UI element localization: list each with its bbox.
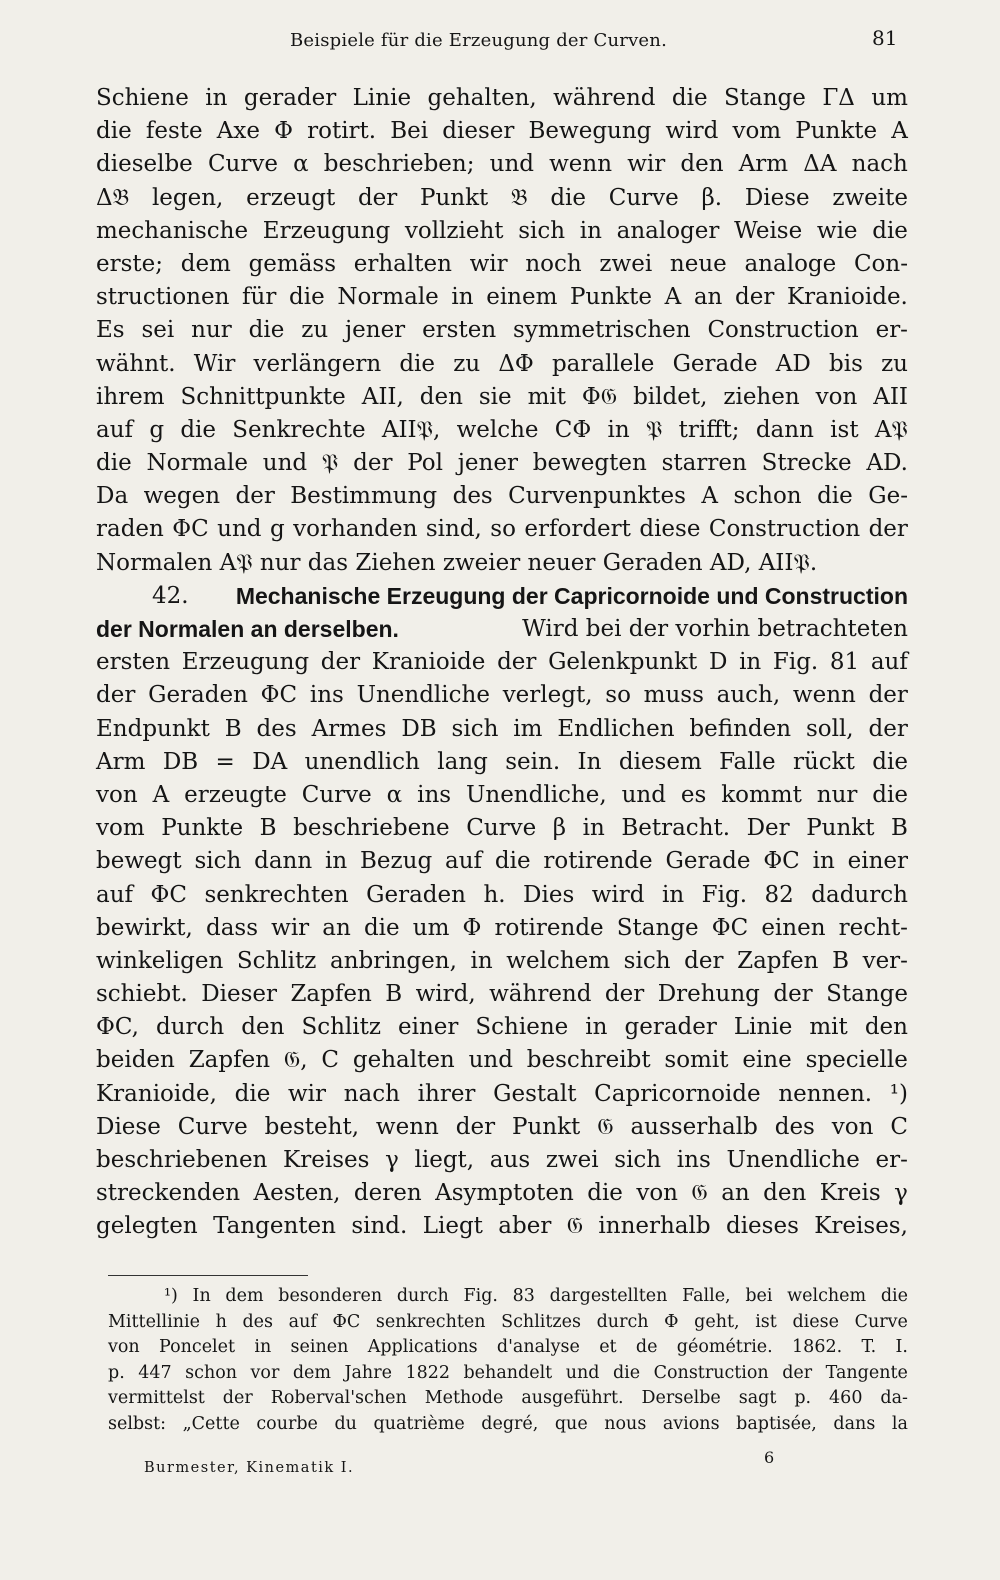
page-number: 81 [872,26,898,50]
footnote-line: ¹) In dem besonderen durch Fig. 83 dargestellten Falle, bei welchem die [164,1286,908,1306]
text-line: beiden Zapfen 𝔊, C gehalten und beschreibt somit eine specielle [96,1047,908,1074]
footnote-line: von Poncelet in seinen Applications d'analyse et de géométrie. 1862. T. I. [108,1337,908,1357]
section-title-part1: Mechanische Erzeugung der Capricornoide und Construction [235,582,908,609]
footnote-line: Mittellinie h des auf ΦC senkrechten Schlitzes durch Φ geht, ist diese Curve [108,1311,908,1332]
text-line: Arm DB = DA unendlich lang sein. In diesem Falle rückt die [96,748,908,775]
text-line: wähnt. Wir verlängern die zu ΔΦ parallele Gerade AD bis zu [96,350,908,377]
text-line: gelegten Tangenten sind. Liegt aber 𝔊 innerhalb dieses Kreises, [96,1213,908,1240]
text-line: von A erzeugte Curve α ins Unendliche, und es kommt nur die [96,781,908,808]
footnote-line: p. 447 schon vor dem Jahre 1822 behandelt und die Construction der Tangente [108,1362,908,1383]
section-number: 42. [152,582,189,609]
text-line: Schiene in gerader Linie gehalten, während die Stange ΓΔ um [96,85,908,111]
text-line: auf g die Senkrechte AII𝔓, welche CΦ in 𝔓 trifft; dann ist A𝔓 [96,416,908,443]
text-line: dieselbe Curve α beschrieben; und wenn wir den Arm ΔA nach [96,151,908,178]
text-line: Kranioide, die wir nach ihrer Gestalt Capricornoide nennen. ¹) [96,1080,908,1107]
text-line: vom Punkte B beschriebene Curve β in Betracht. Der Punkt B [96,815,908,842]
text-line: Δ𝔅 legen, erzeugt der Punkt 𝔅 die Curve β. Diese zweite [96,184,908,211]
section-heading-line [96,613,908,646]
section-text-start: Wird bei der vorhin betrachteten [522,616,908,642]
text-line: raden ΦC und g vorhanden sind, so erfordert diese Construction der [96,516,908,543]
text-line: bewirkt, dass wir an die um Φ rotirende Stange ΦC einen recht- [96,914,908,941]
text-line: schiebt. Dieser Zapfen B wird, während der Drehung der Stange [96,981,908,1008]
section-title-part2: der Normalen an derselben. [96,616,399,642]
text-line: structionen für die Normale in einem Punkte A an der Kranioide. [96,284,908,311]
footnote [108,1284,908,1437]
footnote-line: selbst: „Cette courbe du quatrième degré, que nous avions baptisée, dans la [108,1413,908,1434]
text-line: der Geraden ΦC ins Unendliche verlegt, so muss auch, wenn der [96,682,908,709]
text-line: Da wegen der Bestimmung des Curvenpunktes A schon die Ge- [96,483,908,510]
text-line: erste; dem gemäss erhalten wir noch zwei neue analoge Con- [96,250,908,277]
text-line: die Normale und 𝔓 der Pol jener bewegten starren Strecke AD. [96,450,908,477]
text-line: Normalen A𝔓 nur das Ziehen zweier neuer Geraden AD, AII𝔓. [96,549,818,576]
text-line: Diese Curve besteht, wenn der Punkt 𝔊 ausserhalb des von C [96,1113,908,1140]
text-line: mechanische Erzeugung vollzieht sich in analoger Weise wie die [96,217,908,244]
text-line: winkeligen Schlitz anbringen, in welchem sich der Zapfen B ver- [96,947,908,974]
signature-mark: Burmester, Kinematik I. [144,1460,355,1476]
text-line: auf ΦC senkrechten Geraden h. Dies wird in Fig. 82 dadurch [96,881,908,908]
text-line: Es sei nur die zu jener ersten symmetrischen Construction er- [96,317,908,344]
running-head: Beispiele für die Erzeugung der Curven. [290,30,668,51]
text-line: Endpunkt B des Armes DB sich im Endlichen befinden soll, der [96,715,908,742]
section-heading-line [96,580,908,613]
text-line: bewegt sich dann in Bezug auf die rotirende Gerade ΦC in einer [96,848,908,875]
text-line: ihrem Schnittpunkte AII, den sie mit Φ𝔊 bildet, ziehen von AII [96,383,908,410]
text-line: ersten Erzeugung der Kranioide der Gelenkpunkt D in Fig. 81 auf [96,649,908,676]
main-text [96,82,908,1244]
text-line: beschriebenen Kreises γ liegt, aus zwei sich ins Unendliche er- [96,1147,908,1173]
text-line: ΦC, durch den Schlitz einer Schiene in gerader Linie mit den [96,1014,908,1041]
signature-mark-number: 6 [764,1448,775,1467]
text-line: streckenden Aesten, deren Asymptoten die von 𝔊 an den Kreis γ [96,1180,908,1207]
footnote-divider [108,1275,308,1276]
footnote-line: vermittelst der Roberval'schen Methode ausgeführt. Derselbe sagt p. 460 da- [108,1388,908,1408]
text-line: die feste Axe Φ rotirt. Bei dieser Bewegung wird vom Punkte A [96,118,908,145]
